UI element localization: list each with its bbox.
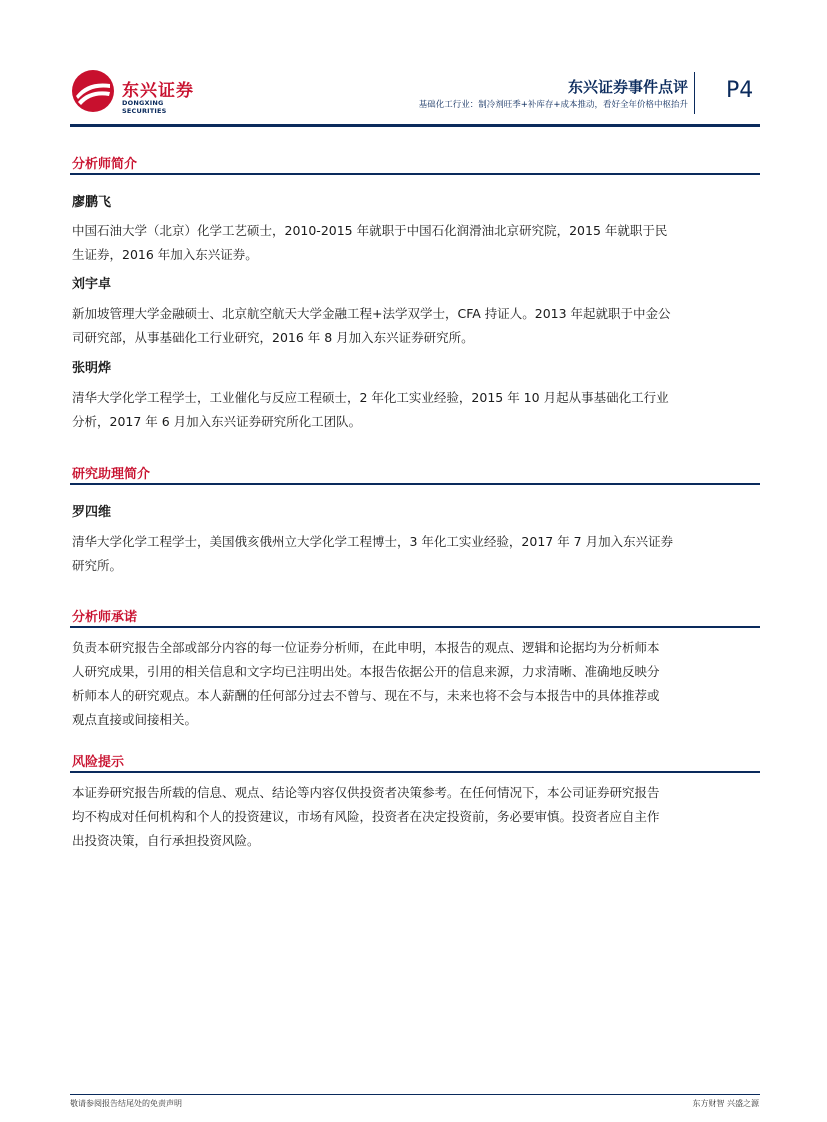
section-rule — [70, 173, 760, 175]
commitment-text: 负责本研究报告全部或部分内容的每一位证券分析师，在此申明，本报告的观点、逻辑和论据均为分析师本 人研究成果，引用的相关信息和文字均已注明出处。本报告依据公开的信息来源，力求清晰、准确地反映分 析师本人的研究观点。本人薪酬的任何部分过去不曾与、现在不与，未来也将不会与本报告中的具体推荐或 观点直接或间接相关。 — [72, 640, 660, 727]
header-divider — [694, 72, 695, 114]
analyst-bio: 清华大学化学工程学士，工业催化与反应工程硕士，2 年化工实业经验，2015 年 10 月起从事基础化工行业 分析，2017 年 6 月加入东兴证券研究所化工团队。 — [72, 390, 669, 429]
section-title-risk: 风险提示 — [72, 755, 125, 770]
analyst-name: 张明烨 — [72, 361, 112, 376]
section-rule — [70, 771, 760, 773]
footer-slogan: 东方财智 兴盛之源 — [692, 1099, 759, 1108]
analyst-name: 廖鹏飞 — [72, 195, 112, 210]
analyst-name: 刘宇卓 — [72, 277, 112, 292]
header-rule — [70, 124, 760, 127]
logo-text-cn: 东兴证券 — [122, 81, 194, 101]
page-number: P4 — [726, 78, 754, 103]
section-rule — [70, 483, 760, 485]
assistant-name: 罗四维 — [72, 505, 112, 520]
section-title-assistants: 研究助理简介 — [72, 467, 151, 482]
analyst-bio: 中国石油大学（北京）化学工艺硕士，2010-2015 年就职于中国石化润滑油北京研究院，2015 年就职于民 生证券，2016 年加入东兴证券。 — [72, 223, 668, 262]
document-subtitle: 基础化工行业：制冷剂旺季+补库存+成本推动，看好全年价格中枢抬升 — [418, 100, 688, 110]
analyst-bio: 新加坡管理大学金融硕士、北京航空航天大学金融工程+法学双学士，CFA 持证人。2013 年起就职于中金公 司研究部，从事基础化工行业研究，2016 年 8 月加入东兴证券研究所。 — [72, 306, 671, 345]
logo-emblem-icon — [70, 68, 116, 114]
company-logo — [70, 68, 210, 114]
footer-rule — [70, 1094, 760, 1095]
assistant-bio: 清华大学化学工程学士，美国俄亥俄州立大学化学工程博士，3 年化工实业经验，2017 年 7 月加入东兴证券 研究所。 — [72, 534, 674, 573]
page-header — [70, 68, 760, 126]
document-type: 东兴证券事件点评 — [567, 78, 688, 96]
section-title-commitment: 分析师承诺 — [72, 610, 138, 625]
section-rule — [70, 626, 760, 628]
section-title-analysts: 分析师简介 — [72, 157, 138, 172]
logo-text-en: DONGXING SECURITIES — [122, 99, 167, 115]
footer-disclaimer-note: 敬请参阅报告结尾处的免责声明 — [70, 1099, 182, 1108]
risk-text: 本证券研究报告所载的信息、观点、结论等内容仅供投资者决策参考。在任何情况下，本公司证券研究报告 均不构成对任何机构和个人的投资建议，市场有风险，投资者在决定投资前，务必要审慎。投资者应自主作 出投资决策，自行承担投资风险。 — [72, 785, 660, 848]
